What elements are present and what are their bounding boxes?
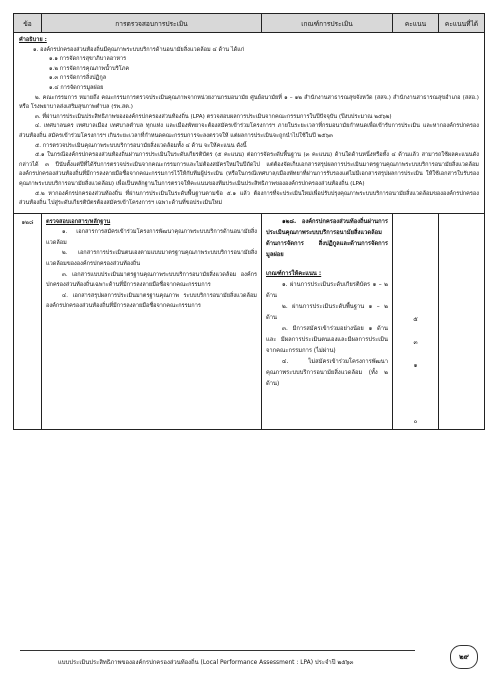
col-criteria-header: เกณฑ์การประเมิน: [262, 14, 393, 33]
issue-title: ตรวจสอบเอกสาร/หลักฐาน: [46, 218, 111, 225]
row-number: ๑๒๘: [14, 213, 42, 429]
issue-item: ๑. เอกสารการสมัครเข้าร่วมโครงการพัฒนาคุณภาพระบบบริการด้านอนามัยสิ่งแวดล้อม: [46, 229, 257, 246]
col-score-got-header: คะแนนที่ได้: [439, 14, 485, 33]
intro-item: ๑.๓ การจัดการสิ่งปฏิกูล: [49, 75, 107, 82]
criteria-subtitle: เกณฑ์การให้คะแนน :: [266, 270, 322, 277]
criteria-cell: [262, 213, 393, 429]
criteria-row: [14, 213, 485, 429]
intro-item: ๑.๔ การจัดการมูลฝอย: [49, 84, 104, 91]
intro-p1: ๑. องค์กรปกครองส่วนท้องถิ่นมีคุณภาพระบบบริการด้านอนามัยสิ่งแวดล้อม ๔ ด้าน ได้แก่: [33, 46, 245, 53]
footer-divider: [20, 650, 415, 651]
intro-title: คำอธิบาย :: [19, 37, 47, 43]
score-got-cell: [439, 213, 485, 429]
page-footer: [20, 650, 482, 672]
criteria-title: ๑๒๘. องค์กรปกครองส่วนท้องถิ่นผ่านการประเมินคุณภาพระบบบริการอนามัยสิ่งแวดล้อม ด้านการจัดการ สิ่งปฏิกูลและด้านการจัดการมูลฝอย: [266, 218, 388, 258]
col-issue-header: การตรวจสอบการประเมิน: [42, 14, 262, 33]
issue-item: ๔. เอกสารสรุปผลการประเมินมาตรฐานคุณภาพ ระบบบริการอนามัยสิ่งแวดล้อม องค์กรปกครองส่วนท้องถิ่นที่มีการลงลายมือชื่อจากคณะกรรมการ: [46, 292, 257, 310]
assessment-table: [13, 13, 485, 430]
intro-p5-2: ๕.๒ หากองค์กรปกครองส่วนท้องถิ่น ที่ผ่านการประเมินในระดับพื้นฐานตามข้อ ๕.๑ แล้ว ต้องการที่จะประเมินใหม่เพื่อปรับปรุงคุณภาพระบบบริการอนามัยสิ่งแวดล้อมขององค์กรปกครองส่วนท้องถิ่น ไปสู่ระดับเกียรติบัตรต้องสมัครเข้าโครงการฯ เฉพาะด้านที่ขอประเมินใหม่: [19, 190, 479, 207]
intro-item: ๑.๑ การจัดการสุขาภิบาลอาหาร: [49, 56, 127, 63]
score-cell: [393, 213, 439, 429]
intro-p5-1: ๕.๑ ในกรณีองค์กรปกครองส่วนท้องถิ่นผ่านการประเมินในระดับเกียรติบัตร (๕ คะแนน) ต่อการจัดระดับพื้นฐาน (๓ คะแนน) ด้านใดด้านหนึ่งหรือทั้ง ๔ ด้านแล้ว สามารถใช้ผลคะแนนดังกล่าวได้ ๓ ปีนับตั้งแต่ปีที่ได้รับการตรวจประเมินจากคณะกรรมการและไม่ต้องสมัครใหม่ในปีถัดไป แต่ต้องจัดเก็บเอกสารสรุปผลการประเมินมาตรฐานคุณภาพระบบบริการอนามัยสิ่งแวดล้อม องค์กรปกครองส่วนท้องถิ่นที่มีการลงลายมือชื่อจากคณะกรรมการไว้ให้กับทีมผู้ประเมิน (หรือในกรณีเทศบาล/เมืองพัทยาที่ผ่านการรับรองแต่ไม่มีเอกสารสรุปผลการประเมิน ให้ใช้เอกสารใบรับรองคุณภาพระบบบริการอนามัยสิ่งแวดล้อม) เพื่อเป็นหลักฐานในการตรวจให้คะแนนของทีมประเมินประสิทธิภาพขององค์กรปกครองส่วนท้องถิ่น (LPA): [19, 152, 479, 187]
intro-row: [14, 33, 485, 214]
intro-p4: ๔. เทศบาลนคร เทศบาลเมือง เทศบาลตำบล ทุกแห่ง และเมืองพัทยาจะต้องสมัครเข้าร่วมโครงการฯ ภายในระยะเวลาที่กรมอนามัยกำหนดเพื่อเข้ารับการประเมิน และหากองค์กรปกครองส่วนท้องถิ่น สมัครเข้าร่วมโครงการฯ เกินระยะเวลาที่กำหนดคณะกรรมการจะลงตรวจให้ แต่ผลการประเมินจะถูกนำไปใช้ในปี ๒๕๖๓: [19, 123, 479, 139]
score-value: ๕: [413, 315, 418, 323]
criteria-item: ๔. ไม่สมัครเข้าร่วมโครงการพัฒนาคุณภาพระบบบริการอนามัยสิ่งแวดล้อม (ทั้ง ๒ ด้าน): [266, 358, 388, 387]
score-value: ๓: [413, 338, 418, 346]
issue-item: ๓. เอกสารแบบประเมินมาตรฐานคุณภาพระบบบริการอนามัยสิ่งแวดล้อม องค์กรปกครองส่วนท้องถิ่นเฉพาะด้านที่มีการลงลายมือชื่อจากคณะกรรมการ: [46, 271, 257, 289]
footer-text: แบบประเมินประสิทธิภาพขององค์กรปกครองส่วนท้องถิ่น (Local Performance Assessment : LPA) ประจำปี ๒๕๖๓: [58, 660, 354, 666]
col-score-header: คะแนน: [393, 14, 439, 33]
intro-p5: ๕. การตรวจประเมินคุณภาพระบบบริการอนามัยสิ่งแวดล้อมทั้ง ๔ ด้าน จะให้คะแนน ดังนี้: [35, 142, 247, 149]
issue-item: ๒. เอกสารการประเมินตนเองตามแบบมาตรฐานคุณภาพระบบบริการอนามัยสิ่งแวดล้อมขององค์กรปกครองส่วนท้องถิ่น: [46, 250, 257, 268]
criteria-item: ๓. มีการสมัครเข้าร่วมอย่างน้อย ๑ ด้าน และ มีผลการประเมินตนเองและมีผลการประเมินจากคณะกรรมการ (ไม่ผ่าน): [266, 325, 388, 354]
intro-p3: ๓. ที่ผ่านการประเมินประสิทธิภาพขององค์กรปกครองส่วนท้องถิ่น (LPA) ตรวจสอบผลการประเมินจากคณะกรรมการในปีปัจจุบัน (ปีงบประมาณ ๒๕๖๒): [35, 113, 392, 120]
criteria-item: ๑. ผ่านการประเมินระดับเกียรติบัตร ๑ – ๒ ด้าน: [266, 281, 388, 299]
assessment-sheet: [13, 13, 484, 430]
score-value: ๐: [413, 417, 418, 425]
issue-cell: [42, 213, 262, 429]
col-no-header: ข้อ: [14, 14, 42, 33]
intro-p2: ๒. คณะกรรมการ หมายถึง คณะกรรมการตรวจประเมินคุณภาพจากหน่วยงานกรมอนามัย ศูนย์อนามัยที่ ๑ – ๑๒ สำนักงานสาธารณสุขจังหวัด (สสจ.) สำนักงานสาธารณสุขอำเภอ (สสอ.) หรือ โรงพยาบาลส่งเสริมสุขภาพตำบล (รพ.สต.): [19, 94, 479, 111]
table-header: [14, 14, 485, 33]
intro-item: ๑.๒ การจัดการคุณภาพน้ำบริโภค: [49, 65, 130, 72]
page-number-badge: ๒๙: [450, 645, 478, 669]
score-value: ๑: [413, 361, 418, 369]
intro-cell: [14, 33, 485, 214]
criteria-item: ๒. ผ่านการประเมินระดับพื้นฐาน ๑ – ๒ ด้าน: [266, 303, 388, 321]
